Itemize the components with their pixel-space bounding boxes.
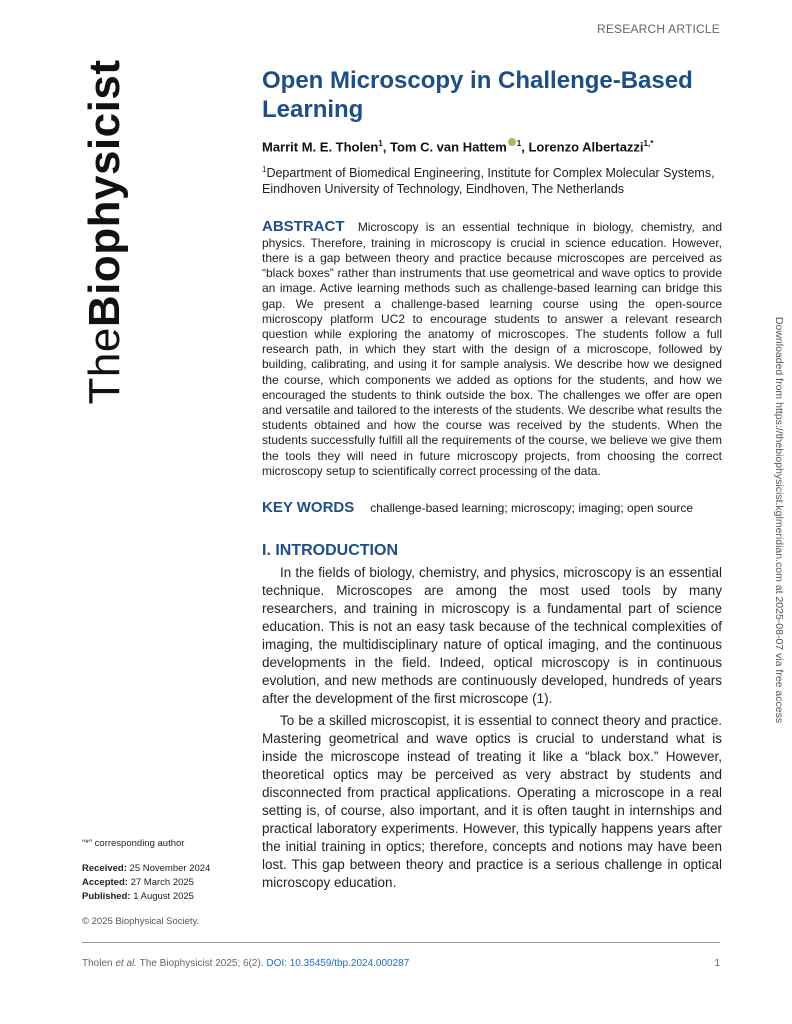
journal-logo-the: The [80,327,129,405]
received-label: Received: [82,863,127,874]
author-separator: , [521,139,529,155]
citation-journal: The Biophysicist 2025; 6(2). [139,958,264,969]
section-heading-introduction: I. INTRODUCTION [262,541,398,559]
accepted-label: Accepted: [82,877,128,888]
author-affiliation-mark: 1 [516,139,522,148]
page-footer [82,958,720,969]
citation-etal: et al. [115,958,138,969]
footer-divider [82,942,720,943]
doi-link[interactable]: DOI: 10.35459/tbp.2024.000287 [266,958,410,969]
accepted-date: 27 March 2025 [130,877,194,888]
author-list [262,138,722,154]
article-title: Open Microscopy in Challenge-Based Learning [262,67,693,123]
published-label: Published: [82,891,131,902]
orcid-icon[interactable] [508,138,516,146]
journal-logo-name: Biophysicist [80,59,129,328]
citation [82,958,409,969]
citation-author: Tholen [82,958,113,969]
download-note: Downloaded from https://thebiophysicist.kglmeridian.com at 2025-08-07 via free access [773,316,785,724]
abstract [262,219,722,478]
page-number: 1 [714,958,720,969]
author-affiliation-mark: 1 [378,139,383,148]
affiliation [262,162,722,197]
author-name: Tom C. van Hattem [389,139,507,155]
keywords [262,499,722,516]
article-dates [82,863,242,902]
body-paragraph: In the fields of biology, chemistry, and physics, microscopy is an essential technique. Microscopes are among the most used tools by many researchers, and training in microscopy is a fundamental part of science education. This is not an easy task because of the technical complexities of imaging, the multidisciplinary nature of optical imaging, and the continuous developments in the field. Indeed, optical microscopy is in continuous evolution, and new methods are continuously developed, hundreds of years after the development of the first microscope (1). [262,564,722,706]
author-separator: , [382,139,390,155]
article-type-label: RESEARCH ARTICLE [596,22,720,36]
article-main [262,66,722,892]
affiliation-text: Department of Biomedical Engineering, Institute for Complex Molecular Systems, Eindhoven University of Technology, Eindhoven, The Netherlands [262,166,715,197]
article-notes [82,838,242,927]
abstract-heading: ABSTRACT [262,218,345,236]
corresponding-author-note: “*” corresponding author [82,838,185,849]
keywords-heading: KEY WORDS [262,498,355,516]
affiliation-number: 1 [262,165,267,175]
received-date: 25 November 2024 [129,863,211,874]
author-name: Lorenzo Albertazzi [528,139,644,155]
copyright: © 2025 Biophysical Society. [82,916,200,927]
keywords-text: challenge-based learning; microscopy; imaging; open source [370,500,694,515]
body-paragraph: To be a skilled microscopist, it is essential to connect theory and practice. Mastering geometrical and wave optics is crucial to understand what is inside the microscope instead of treating it like a “black box.” However, theoretical optics may be perceived as very abstract by students and disconnected from practical applications. Operating a microscope in a real setting is, of course, also important, and it is often taught in internships and practical laboratory experiments. However, this typically happens years after the initial training in optics; therefore, concepts and notions may have been lost. This gap between theory and practice is a serious challenge in optical microscopy education. [262,712,722,890]
abstract-text: Microscopy is an essential technique in biology, chemistry, and physics. Therefore, training in microscopy is crucial in science education. However, there is a gap between theory and practice because microscopes are perceived as “black boxes” rather than instruments that use geometrical and wave optics to provide an image. Active learning methods such as challenge-based learning can bridge this gap. We present a challenge-based learning course using the open-source microscopy platform UC2 to encourage students to answer a relevant research question while exploring the anatomy of microscopes. The students follow a full research path, in which they start with the design of a microscope, followed by building, calibrating, and using it for sample analysis. We describe how we designed the course, which components we added as options for the students, and how we encouraged the students to think outside the box. The challenges we offer are open and versatile and tailored to the interests of the students. We describe what results the students obtained and how the course was received by the students. When the students successfully fulfill all the requirements of the course, we believe we give them the tools they will need in future microscopy projects, from choosing the correct microscopy setup to scientifically correct processing of the data. [262,220,722,478]
journal-logo [75,59,135,405]
author-name: Marrit M. E. Tholen [262,139,379,155]
author-affiliation-mark: 1,* [643,139,654,148]
download-watermark [772,310,786,730]
published-date: 1 August 2025 [133,891,194,902]
